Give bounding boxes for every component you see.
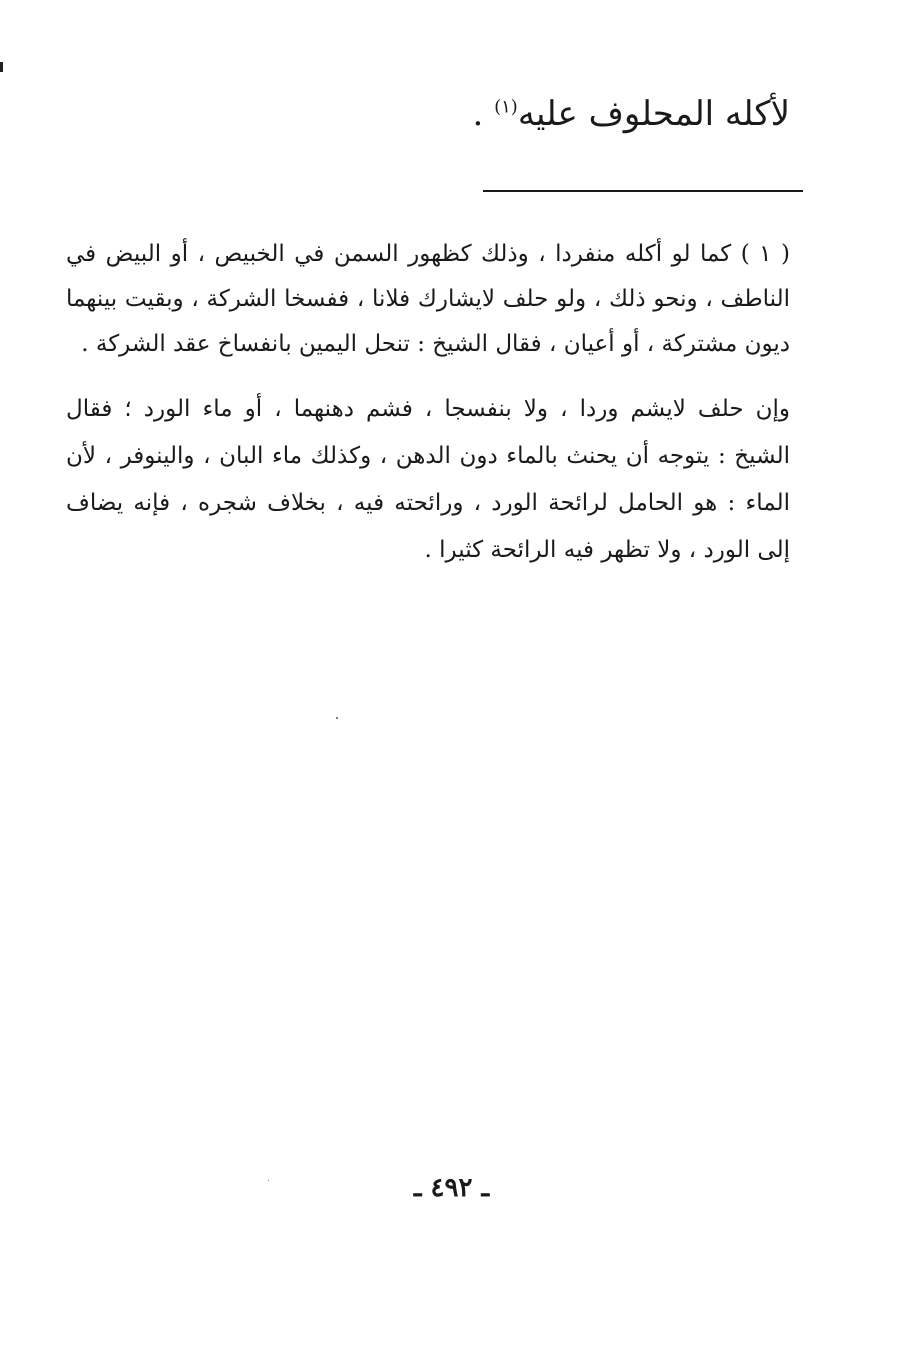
paragraph-line: الشيخ : يتوجه أن يحنث بالماء دون الدهن ، وكذلك ماء البان ، والينوفر ، لأن: [66, 443, 790, 469]
footnote-reference: (١): [494, 96, 518, 118]
heading-period: .: [472, 94, 484, 134]
body-paragraph: [66, 386, 790, 574]
footnote-block: [66, 232, 790, 367]
page-number: ـ ٤٩٢ ـ: [413, 1173, 490, 1203]
scan-speck: [336, 717, 338, 719]
footnote-line: ( ١ ) كما لو أكله منفردا ، وذلك كظهور السمن في الخبيص ، أو البيض في: [66, 241, 790, 267]
footnote-line: ديون مشتركة ، أو أعيان ، فقال الشيخ : تنحل اليمين بانفساخ عقد الشركة .: [81, 331, 790, 357]
scan-edge-mark: [0, 62, 3, 72]
footnote-line: الناطف ، ونحو ذلك ، ولو حلف لايشارك فلانا ، ففسخا الشركة ، وبقيت بينهما: [66, 286, 790, 312]
paragraph-line: إلى الورد ، ولا تظهر فيه الرائحة كثيرا .: [424, 537, 790, 563]
paragraph-line: وإن حلف لايشم وردا ، ولا بنفسجا ، فشم دهنهما ، أو ماء الورد ؛ فقال: [66, 396, 790, 422]
heading-text: لأكله المحلوف عليه: [517, 94, 790, 134]
footnote-separator: [483, 190, 803, 192]
heading-line: [472, 92, 790, 136]
paragraph-line: الماء : هو الحامل لرائحة الورد ، ورائحته فيه ، بخلاف شجره ، فإنه يضاف: [66, 490, 790, 516]
